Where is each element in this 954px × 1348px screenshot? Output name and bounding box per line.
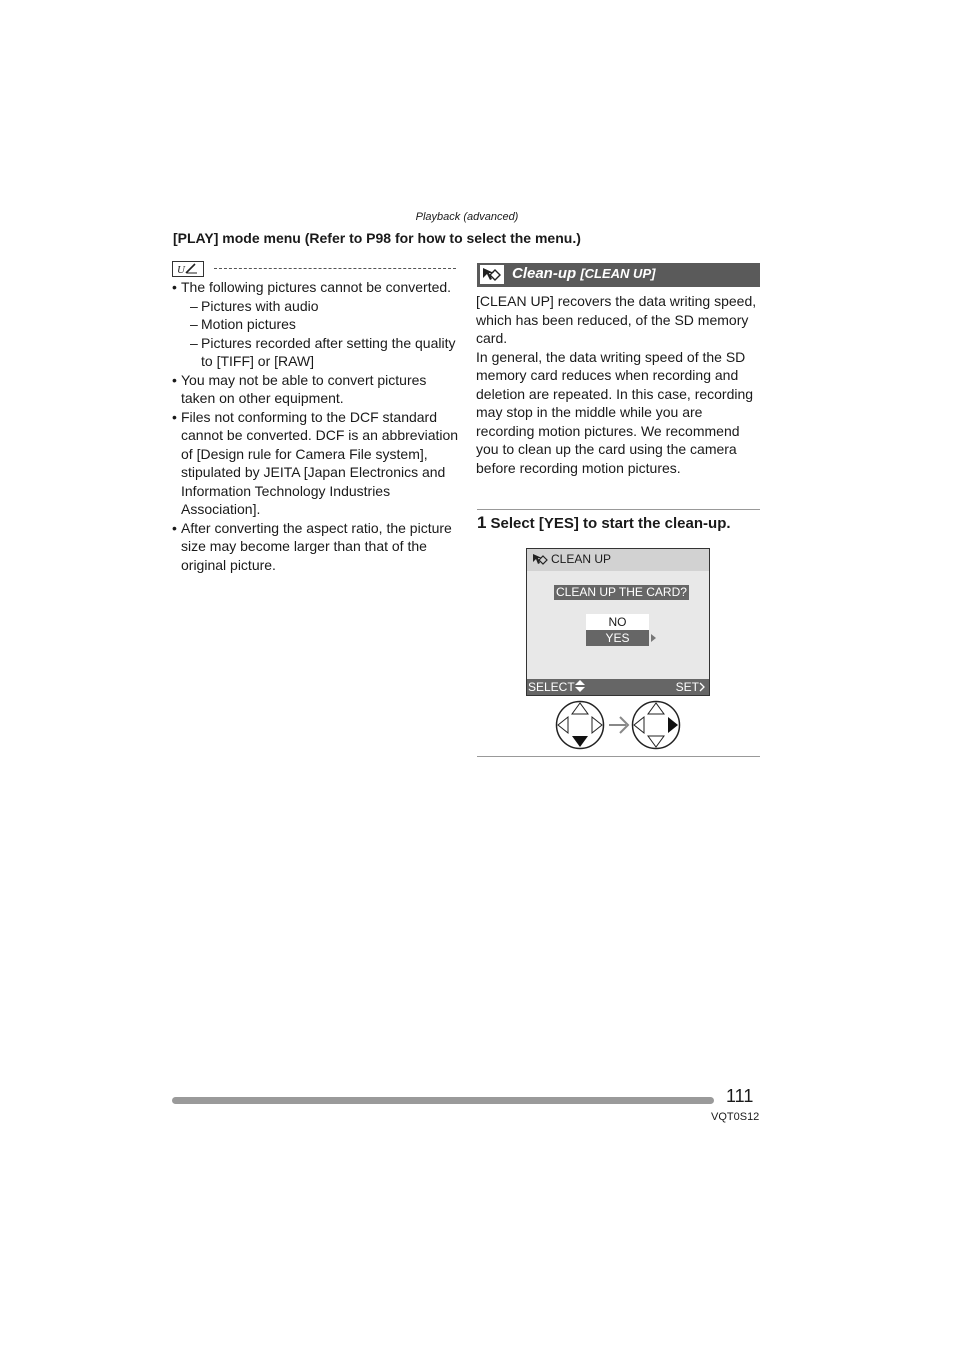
note-subitem: – Pictures with audio: [181, 297, 462, 316]
cursor-buttons-diagram: [553, 699, 683, 751]
document-code: VQT0S12: [711, 1111, 760, 1123]
step-text: Select [YES] to start the clean-up.: [490, 515, 731, 532]
note-icon: [172, 261, 204, 277]
note-item: • After converting the aspect ratio, the picture size may become larger than that of the original picture.: [172, 519, 462, 575]
note-list: [172, 278, 462, 574]
dpad-right-icon: [633, 702, 680, 749]
lcd-header: [527, 549, 709, 571]
divider: [477, 509, 760, 510]
divider: [477, 756, 760, 757]
clean-up-icon: [480, 265, 504, 284]
note-item: • The following pictures cannot be converted. – Pictures with audio – Motion pictures – Pictures recorded after setting the quality to [TIFF] or [RAW]: [172, 278, 462, 371]
up-down-arrow-icon: [575, 680, 585, 692]
clean-up-header: [477, 263, 760, 287]
page-number: 111: [726, 1086, 754, 1106]
running-head: Playback (advanced): [415, 211, 519, 223]
note-divider: [214, 268, 456, 269]
clean-up-paragraph: [CLEAN UP] recovers the data writing speed, which has been reduced, of the SD memory card.: [476, 293, 757, 346]
note-item: • You may not be able to convert pictures taken on other equipment.: [172, 371, 462, 408]
right-arrow-icon: [651, 634, 657, 642]
lcd-set-label: SET: [675, 680, 699, 694]
svg-text:U: U: [177, 264, 185, 275]
lcd-title: CLEAN UP: [551, 552, 612, 566]
lcd-screen: [526, 548, 710, 696]
clean-up-icon: [531, 552, 549, 567]
clean-up-title: Clean-up: [512, 265, 577, 282]
section-heading: [PLAY] mode menu (Refer to P98 for how to select the menu.): [173, 230, 581, 246]
lcd-footer: [527, 679, 709, 695]
clean-up-description: [476, 292, 764, 477]
right-chevron-icon: [699, 682, 705, 692]
step-instruction: [477, 513, 731, 533]
arrow-right-icon: [609, 717, 628, 733]
lcd-option-yes[interactable]: YES: [586, 630, 649, 646]
clean-up-title-tag: [CLEAN UP]: [580, 266, 656, 281]
lcd-select-label: SELECT: [528, 680, 575, 694]
footer-bar: [172, 1097, 714, 1104]
lcd-option-no[interactable]: NO: [586, 614, 649, 630]
lcd-question: CLEAN UP THE CARD?: [556, 585, 687, 599]
note-subitem: – Motion pictures: [181, 315, 462, 334]
note-subitem: – Pictures recorded after setting the quality to [TIFF] or [RAW]: [181, 334, 462, 371]
note-item: • Files not conforming to the DCF standard cannot be converted. DCF is an abbreviation of [Design rule for Camera File system], stipulated by JEITA [Japan Electronics and Information Technology Industries Association].: [172, 408, 462, 519]
step-number: 1: [477, 513, 487, 532]
clean-up-paragraph: In general, the data writing speed of the SD memory card reduces when recording and deletion are repeated. In this case, recording may stop in the middle while you are recording motion pictures. We recommend you to clean up the card using the camera before recording motion pictures.: [476, 348, 754, 476]
dpad-down-icon: [557, 702, 604, 749]
